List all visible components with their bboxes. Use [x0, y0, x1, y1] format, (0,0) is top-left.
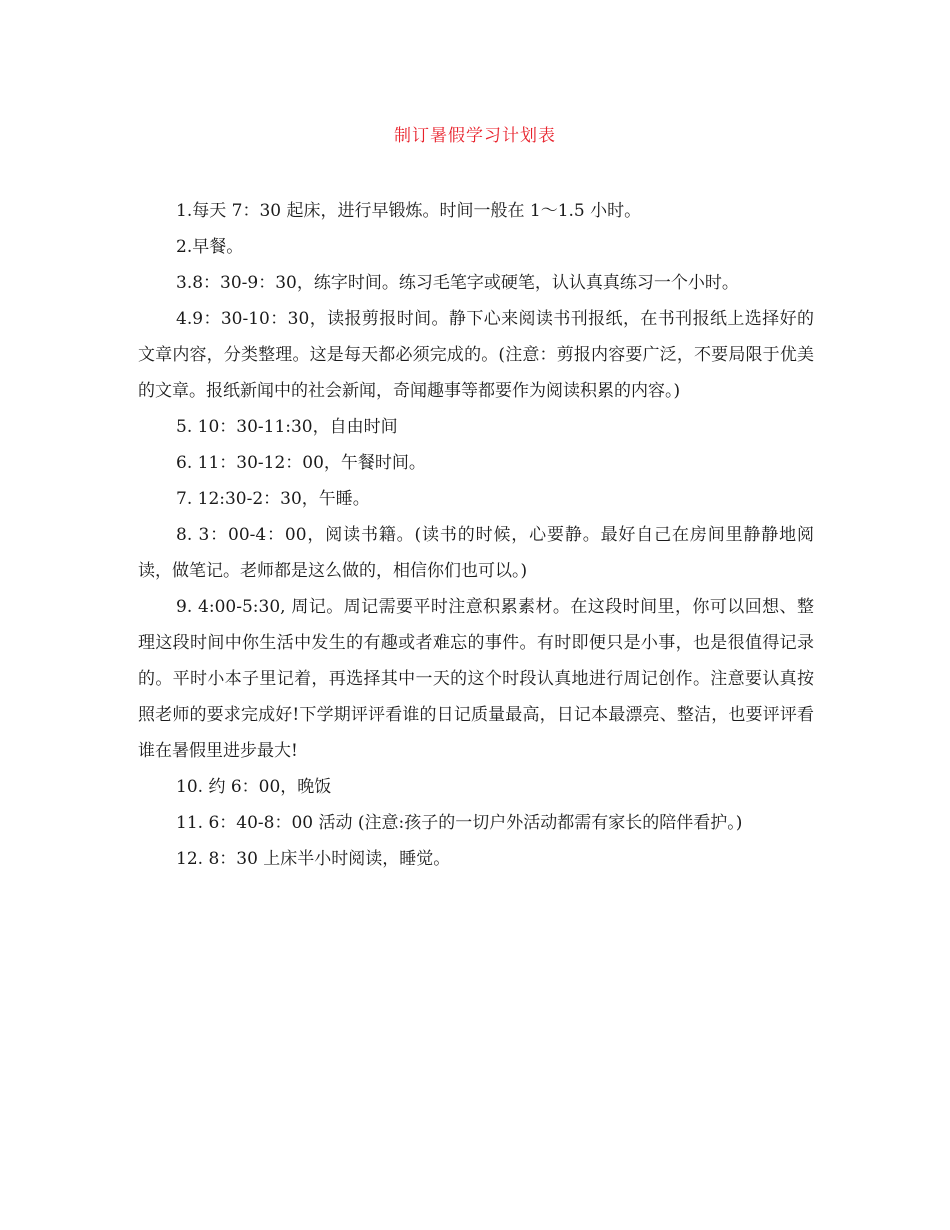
paragraph-7: 7. 12:30-2：30，午睡。: [176, 489, 370, 509]
paragraph-10: 10. 约 6：00，晚饭: [176, 777, 332, 797]
paragraph-3: 3.8：30-9：30，练字时间。练习毛笔字或硬笔，认认真真练习一个小时。: [176, 273, 739, 293]
paragraph-2: 2.早餐。: [176, 237, 244, 257]
paragraph-12: 12. 8：30 上床半小时阅读，睡觉。: [176, 849, 451, 869]
paragraph-5: 5. 10：30-11:30，自由时间: [176, 417, 398, 437]
paragraph-1: 1.每天 7：30 起床，进行早锻炼。时间一般在 1～1.5 小时。: [176, 201, 642, 221]
paragraph-6: 6. 11：30-12：00，午餐时间。: [176, 453, 426, 473]
paragraph-11: 11. 6：40-8：00 活动 (注意:孩子的一切户外活动都需有家长的陪伴看护。): [176, 813, 743, 833]
document-body: [138, 193, 814, 877]
paragraph-8: 8. 3：00-4：00，阅读书籍。(读书的时候，心要静。最好自己在房间里静静地阅读，做笔记。老师都是这么做的，相信你们也可以。): [138, 525, 814, 581]
paragraph-9: 9. 4:00-5:30, 周记。周记需要平时注意积累素材。在这段时间里，你可以回想、整理这段时间中你生活中发生的有趣或者难忘的事件。有时即便只是小事，也是很值得记录的。平时小本子里记着，再选择其中一天的这个时段认真地进行周记创作。注意要认真按照老师的要求完成好!下学期评评看谁的日记质量最高，日记本最漂亮、整洁，也要评评看谁在暑假里进步最大!: [138, 597, 814, 761]
paragraph-4: 4.9：30-10：30，读报剪报时间。静下心来阅读书刊报纸，在书刊报纸上选择好的文章内容，分类整理。这是每天都必须完成的。(注意：剪报内容要广泛，不要局限于优美的文章。报纸新闻中的社会新闻，奇闻趣事等都要作为阅读积累的内容。): [138, 309, 814, 401]
document-title: 制订暑假学习计划表: [394, 126, 556, 146]
